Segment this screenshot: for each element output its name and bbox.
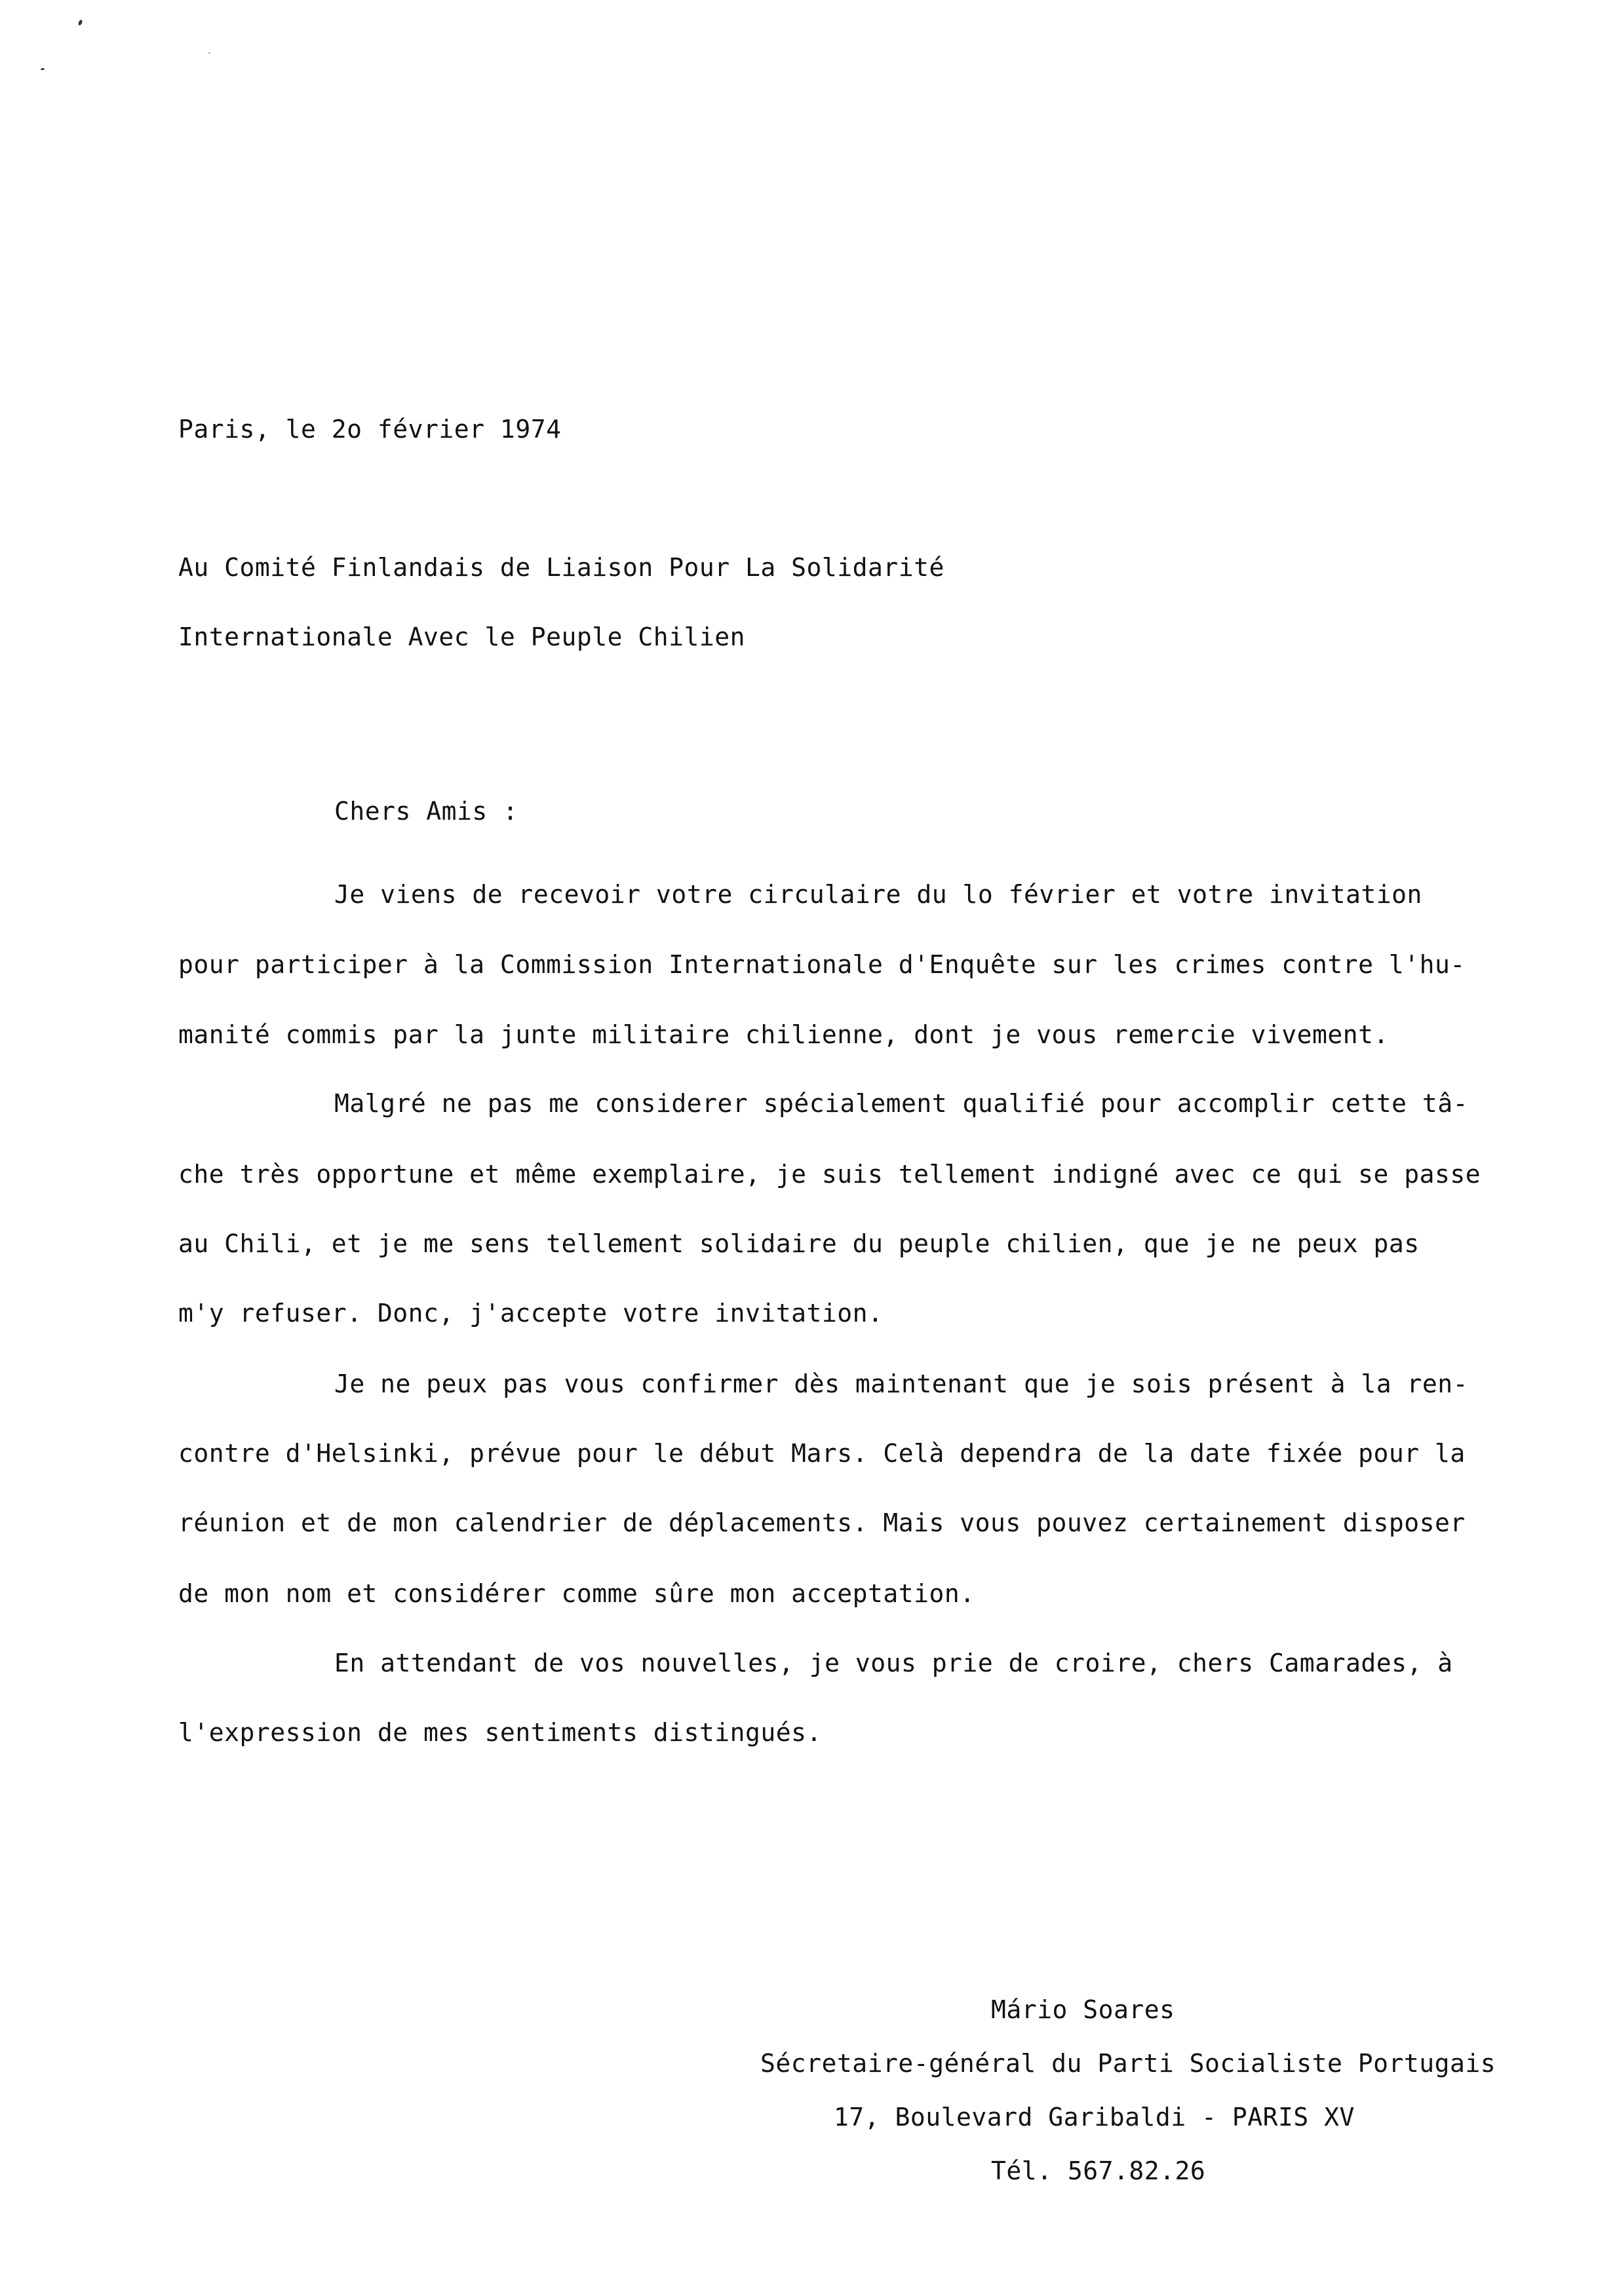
- recipient-line: Au Comité Finlandais de Liaison Pour La Solidarité: [178, 553, 944, 582]
- body-line: au Chili, et je me sens tellement solidaire du peuple chilien, que je ne peux pas: [178, 1229, 1420, 1258]
- body-line: En attendant de vos nouvelles, je vous prie de croire, chers Camarades, à: [334, 1649, 1453, 1677]
- signature-name: Mário Soares: [991, 1995, 1175, 2024]
- scan-speck: [208, 52, 210, 54]
- body-line: Malgré ne pas me considerer spécialement qualifié pour accomplir cette tâ-: [334, 1089, 1468, 1118]
- body-line: m'y refuser. Donc, j'accepte votre invitation.: [178, 1299, 884, 1328]
- body-line: l'expression de mes sentiments distingués.: [178, 1718, 822, 1747]
- scan-speck: [77, 19, 83, 26]
- body-line: réunion et de mon calendrier de déplacements. Mais vous pouvez certainement disposer: [178, 1508, 1466, 1537]
- signature-phone: Tél. 567.82.26: [991, 2156, 1206, 2185]
- signature-address: 17, Boulevard Garibaldi - PARIS XV: [834, 2103, 1355, 2132]
- recipient-line: Internationale Avec le Peuple Chilien: [178, 622, 745, 651]
- scan-speck: [41, 68, 45, 70]
- body-line: Je ne peux pas vous confirmer dès maintenant que je sois présent à la ren-: [334, 1369, 1468, 1398]
- body-line: de mon nom et considérer comme sûre mon acceptation.: [178, 1579, 975, 1608]
- body-line: manité commis par la junte militaire chilienne, dont je vous remercie vivement.: [178, 1020, 1389, 1049]
- body-line: contre d'Helsinki, prévue pour le début Mars. Celà dependra de la date fixée pour la: [178, 1439, 1466, 1468]
- body-line: pour participer à la Commission Internationale d'Enquête sur les crimes contre l'hu-: [178, 950, 1466, 979]
- date-line: Paris, le 2o février 1974: [178, 415, 562, 444]
- salutation: Chers Amis :: [334, 797, 518, 826]
- body-line: Je viens de recevoir votre circulaire du lo février et votre invitation: [334, 880, 1422, 909]
- body-line: che très opportune et même exemplaire, je suis tellement indigné avec ce qui se passe: [178, 1160, 1481, 1189]
- signature-title: Sécretaire-général du Parti Socialiste Portugais: [760, 2049, 1496, 2078]
